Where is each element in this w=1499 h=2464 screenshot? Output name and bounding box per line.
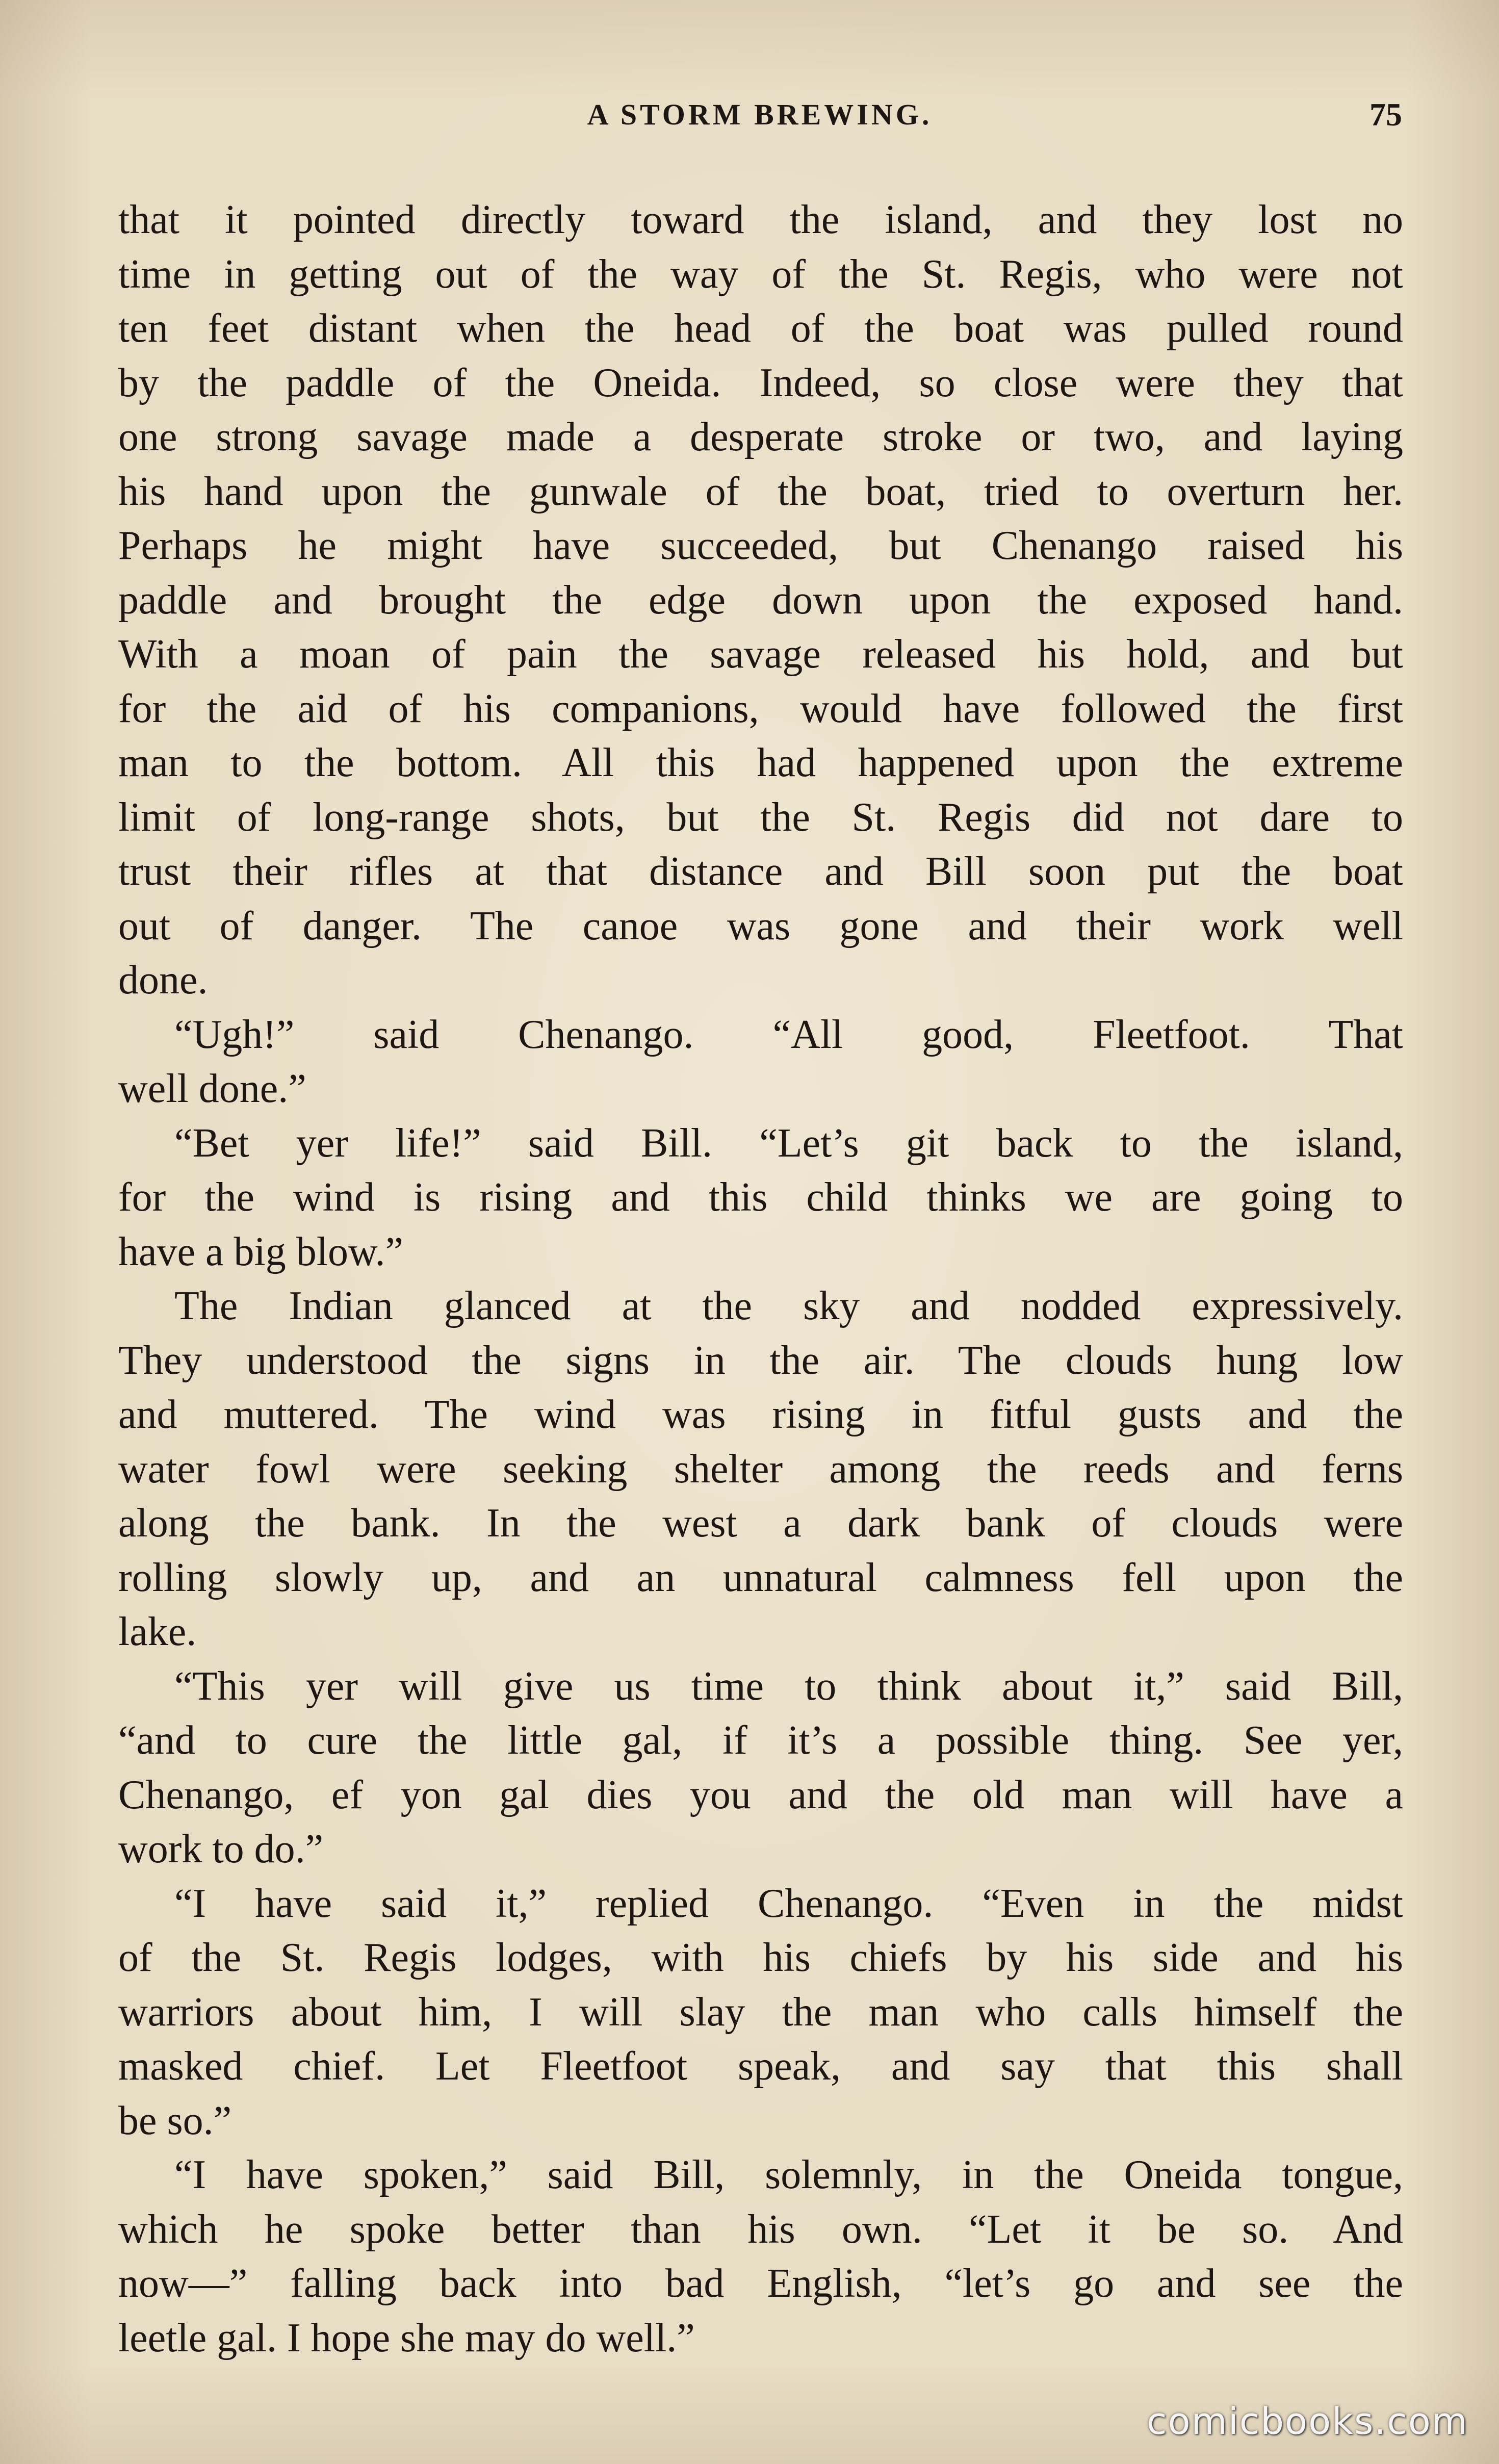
text-line: well done.” <box>118 1066 306 1111</box>
text-line: “This yer will give us time to think about it,” said Bill, <box>174 1663 1403 1709</box>
text-line: out of danger. The canoe was gone and their work well <box>118 903 1403 948</box>
text-line: With a moan of pain the savage released his hold, and but <box>118 632 1403 677</box>
text-line: that it pointed directly toward the island, and they lost no <box>118 197 1403 242</box>
text-line: of the St. Regis lodges, with his chiefs by his side and his <box>118 1935 1403 1980</box>
text-line: done. <box>118 958 208 1003</box>
text-line: rolling slowly up, and an unnatural calmness fell upon the <box>118 1555 1403 1600</box>
text-line: one strong savage made a desperate stroke or two, and laying <box>118 415 1403 459</box>
text-line: masked chief. Let Fleetfoot speak, and say that this shall <box>118 2044 1403 2089</box>
text-line: Perhaps he might have succeeded, but Chenango raised his <box>118 523 1403 568</box>
text-line: now—” falling back into bad English, “let’s go and see the <box>118 2261 1403 2306</box>
text-line: “I have spoken,” said Bill, solemnly, in the Oneida tongue, <box>174 2152 1403 2197</box>
text-line: They understood the signs in the air. The clouds hung low <box>118 1338 1403 1383</box>
text-line: paddle and brought the edge down upon the exposed hand. <box>118 577 1403 623</box>
text-line: limit of long-range shots, but the St. Regis did not dare to <box>118 794 1403 840</box>
text-line: be so.” <box>118 2098 232 2143</box>
page-number: 75 <box>1369 96 1402 133</box>
text-line: have a big blow.” <box>118 1229 404 1274</box>
text-line: work to do.” <box>118 1827 324 1871</box>
text-line: “Bet yer life!” said Bill. “Let’s git back to the island, <box>174 1120 1403 1166</box>
text-line: water fowl were seeking shelter among the reeds and ferns <box>118 1446 1403 1492</box>
text-line: along the bank. In the west a dark bank of clouds were <box>118 1501 1403 1546</box>
text-line: “and to cure the little gal, if it’s a possible thing. See yer, <box>118 1718 1403 1763</box>
text-line: warriors about him, I will slay the man who calls himself the <box>118 1989 1403 2035</box>
text-line: “Ugh!” said Chenango. “All good, Fleetfoot. That <box>174 1012 1403 1057</box>
text-line: “I have said it,” replied Chenango. “Even in the midst <box>174 1881 1403 1926</box>
text-line: ten feet distant when the head of the boat was pulled round <box>118 306 1403 351</box>
running-title: A STORM BREWING. <box>587 98 933 131</box>
watermark: comicbooks.com <box>1146 2400 1468 2443</box>
body-text <box>118 193 1403 2365</box>
text-line: time in getting out of the way of the St. Regis, who were not <box>118 251 1403 297</box>
text-line: leetle gal. I hope she may do well.” <box>118 2315 695 2360</box>
text-line: by the paddle of the Oneida. Indeed, so close were they that <box>118 360 1403 405</box>
text-line: Chenango, ef yon gal dies you and the old man will have a <box>118 1772 1403 1817</box>
text-line: trust their rifles at that distance and Bill soon put the boat <box>118 849 1403 894</box>
text-line: his hand upon the gunwale of the boat, tried to overturn her. <box>118 469 1403 514</box>
text-line: The Indian glanced at the sky and nodded expressively. <box>174 1284 1403 1328</box>
text-line: for the wind is rising and this child thinks we are going to <box>118 1175 1403 1220</box>
text-line: man to the bottom. All this had happened upon the extreme <box>118 740 1403 785</box>
running-head <box>117 92 1402 138</box>
text-line: lake. <box>118 1609 197 1654</box>
text-line: which he spoke better than his own. “Let it be so. And <box>118 2206 1403 2252</box>
text-line: and muttered. The wind was rising in fitful gusts and the <box>118 1392 1403 1437</box>
text-line: for the aid of his companions, would have followed the first <box>118 686 1403 731</box>
